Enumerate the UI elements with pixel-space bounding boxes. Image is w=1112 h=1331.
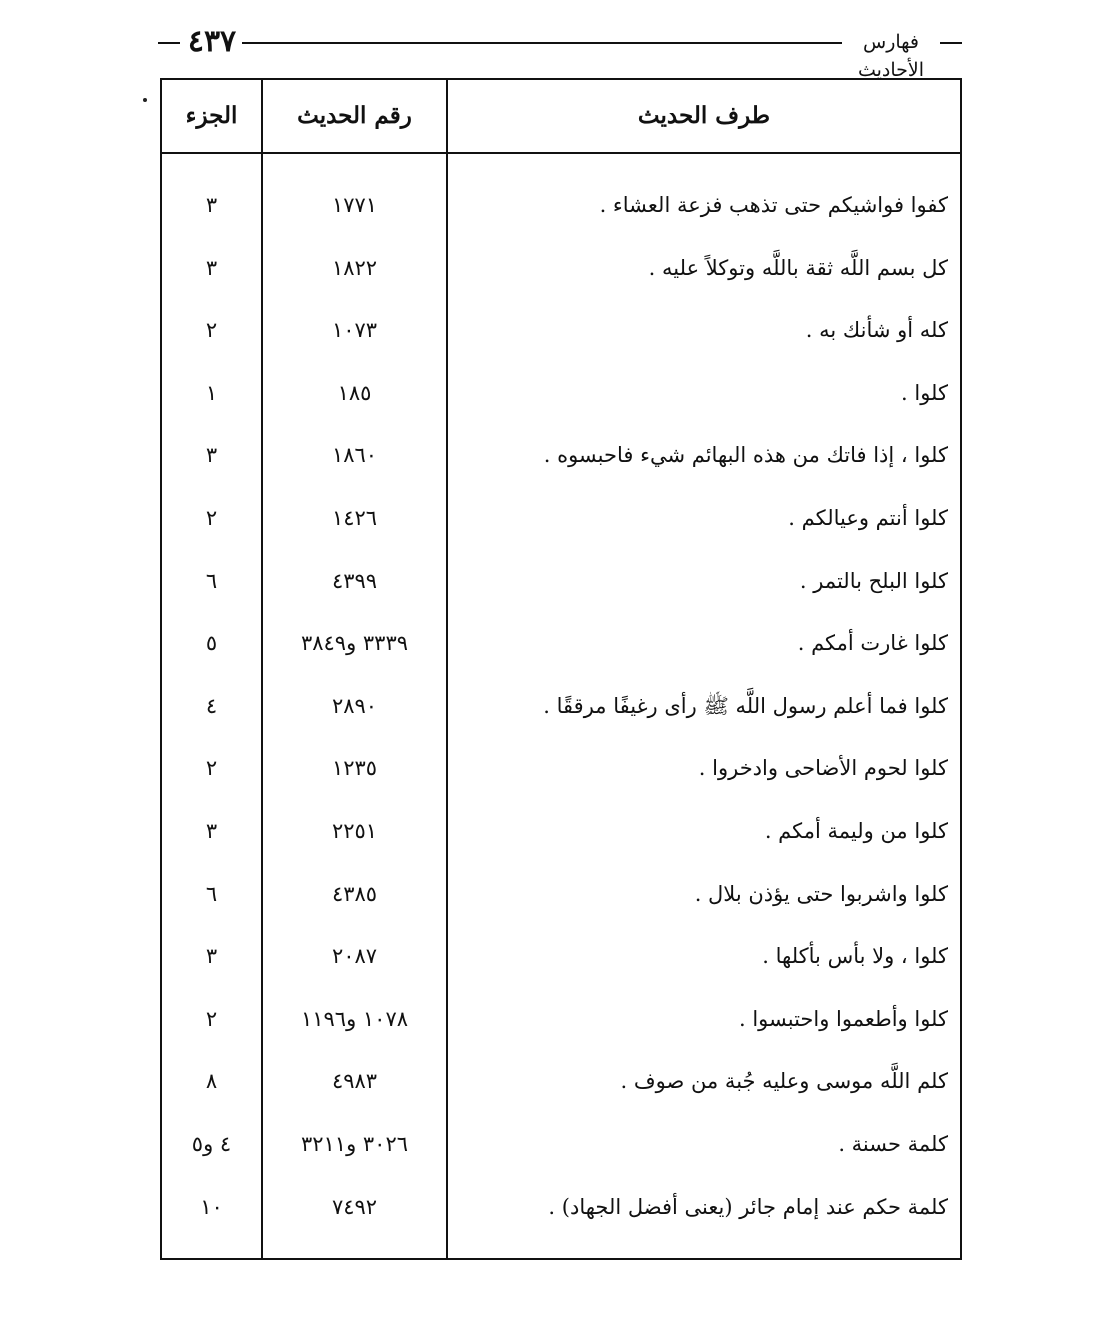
table-row (162, 612, 960, 675)
volume-number: ٢ (205, 318, 218, 343)
table-row (162, 1176, 960, 1239)
hadith-number: ٣٠٢٦ و٣٢١١ (300, 1131, 409, 1156)
table-row (162, 1050, 960, 1113)
running-head (150, 22, 965, 81)
hadith-text: كلوا ، إذا فاتك من هذه البهائم شيء فاحبسوه . (543, 443, 948, 468)
volume-number: ٢ (205, 505, 218, 530)
volume-number: ٢ (205, 756, 218, 781)
volume-number: ٣ (205, 443, 218, 468)
hadith-text: كلم اللَّه موسى وعليه جُبة من صوف . (620, 1069, 948, 1094)
running-head-left-dash (158, 42, 180, 44)
volume-number: ٣ (205, 944, 218, 969)
table-body (162, 174, 960, 1238)
hadith-number: ١٤٢٦ (331, 505, 378, 530)
table-row (162, 237, 960, 300)
running-head-rule (242, 42, 842, 44)
hadith-text: كلوا البلح بالتمر . (799, 568, 948, 593)
header-hadith-number: رقم الحديث (297, 102, 412, 129)
hadith-number: ٢٢٥١ (331, 818, 378, 843)
hadith-text: كلوا واشربوا حتى يؤذن بلال . (694, 881, 948, 906)
hadith-number: ١٨٥ (337, 380, 372, 405)
hadith-text: كلوا غارت أمكم . (797, 631, 948, 656)
table-row (162, 1113, 960, 1176)
table-row (162, 299, 960, 362)
volume-number: ٤ و٥ (191, 1131, 232, 1156)
volume-number: ٣ (205, 255, 218, 280)
print-speck (143, 98, 147, 102)
hadith-index-table (160, 78, 962, 1260)
hadith-text: كلوا أنتم وعيالكم . (788, 505, 948, 530)
hadith-number: ٢٠٨٧ (331, 944, 378, 969)
hadith-text: كلمة حسنة . (838, 1131, 948, 1156)
volume-number: ٢ (205, 1006, 218, 1031)
hadith-number: ٣٣٣٩ و٣٨٤٩ (300, 631, 409, 656)
table-row (162, 737, 960, 800)
table-row (162, 174, 960, 237)
hadith-text: كله أو شأنك به . (805, 318, 948, 343)
page-number: ٤٣٧ (187, 24, 237, 59)
hadith-number: ٢٨٩٠ (331, 693, 378, 718)
hadith-number: ٧٤٩٢ (331, 1194, 378, 1219)
volume-number: ١٠ (200, 1194, 223, 1219)
header-hadith: طرف الحديث (637, 102, 771, 129)
hadith-number: ١٠٧٨ و١١٩٦ (300, 1006, 409, 1031)
hadith-text: كلوا لحوم الأضاحى وادخروا . (698, 756, 948, 781)
hadith-number: ١٨٦٠ (331, 443, 378, 468)
table-row (162, 362, 960, 425)
hadith-number: ٤٣٩٩ (331, 568, 378, 593)
table-row (162, 988, 960, 1051)
hadith-text: كلوا فما أعلم رسول اللَّه ﷺ رأى رغيفًا مرققًا . (543, 693, 948, 718)
volume-number: ٥ (205, 631, 218, 656)
table-row (162, 800, 960, 863)
hadith-number: ٤٣٨٥ (331, 881, 378, 906)
table-row (162, 487, 960, 550)
table-row (162, 863, 960, 926)
table-header-row (162, 80, 960, 154)
volume-number: ٦ (205, 568, 218, 593)
header-volume: الجزء (185, 102, 238, 129)
hadith-number: ١٢٣٥ (331, 756, 378, 781)
hadith-number: ١٠٧٣ (331, 318, 378, 343)
table-row (162, 925, 960, 988)
table-row (162, 550, 960, 613)
hadith-text: كل بسم اللَّه ثقة باللَّه وتوكلاً عليه . (648, 255, 948, 280)
hadith-text: كلوا ، ولا بأس بأكلها . (762, 944, 948, 969)
volume-number: ٤ (205, 693, 218, 718)
running-head-title: فهارس الأحاديث (857, 31, 925, 81)
hadith-text: كلوا وأطعموا واحتبسوا . (738, 1006, 948, 1031)
table-row (162, 424, 960, 487)
volume-number: ١ (205, 380, 218, 405)
hadith-number: ٤٩٨٣ (331, 1069, 378, 1094)
volume-number: ٨ (205, 1069, 218, 1094)
hadith-text: كفوا فواشيكم حتى تذهب فزعة العشاء . (599, 193, 948, 217)
hadith-number: ١٧٧١ (331, 193, 378, 217)
table-row (162, 675, 960, 738)
hadith-text: كلمة حكم عند إمام جائر (يعنى أفضل الجهاد) . (548, 1194, 948, 1219)
volume-number: ٦ (205, 881, 218, 906)
hadith-text: كلوا . (901, 380, 948, 405)
hadith-text: كلوا من وليمة أمكم . (764, 818, 948, 843)
volume-number: ٣ (205, 193, 218, 217)
hadith-number: ١٨٢٢ (331, 255, 378, 280)
volume-number: ٣ (205, 818, 218, 843)
running-head-right-dash (940, 42, 962, 44)
